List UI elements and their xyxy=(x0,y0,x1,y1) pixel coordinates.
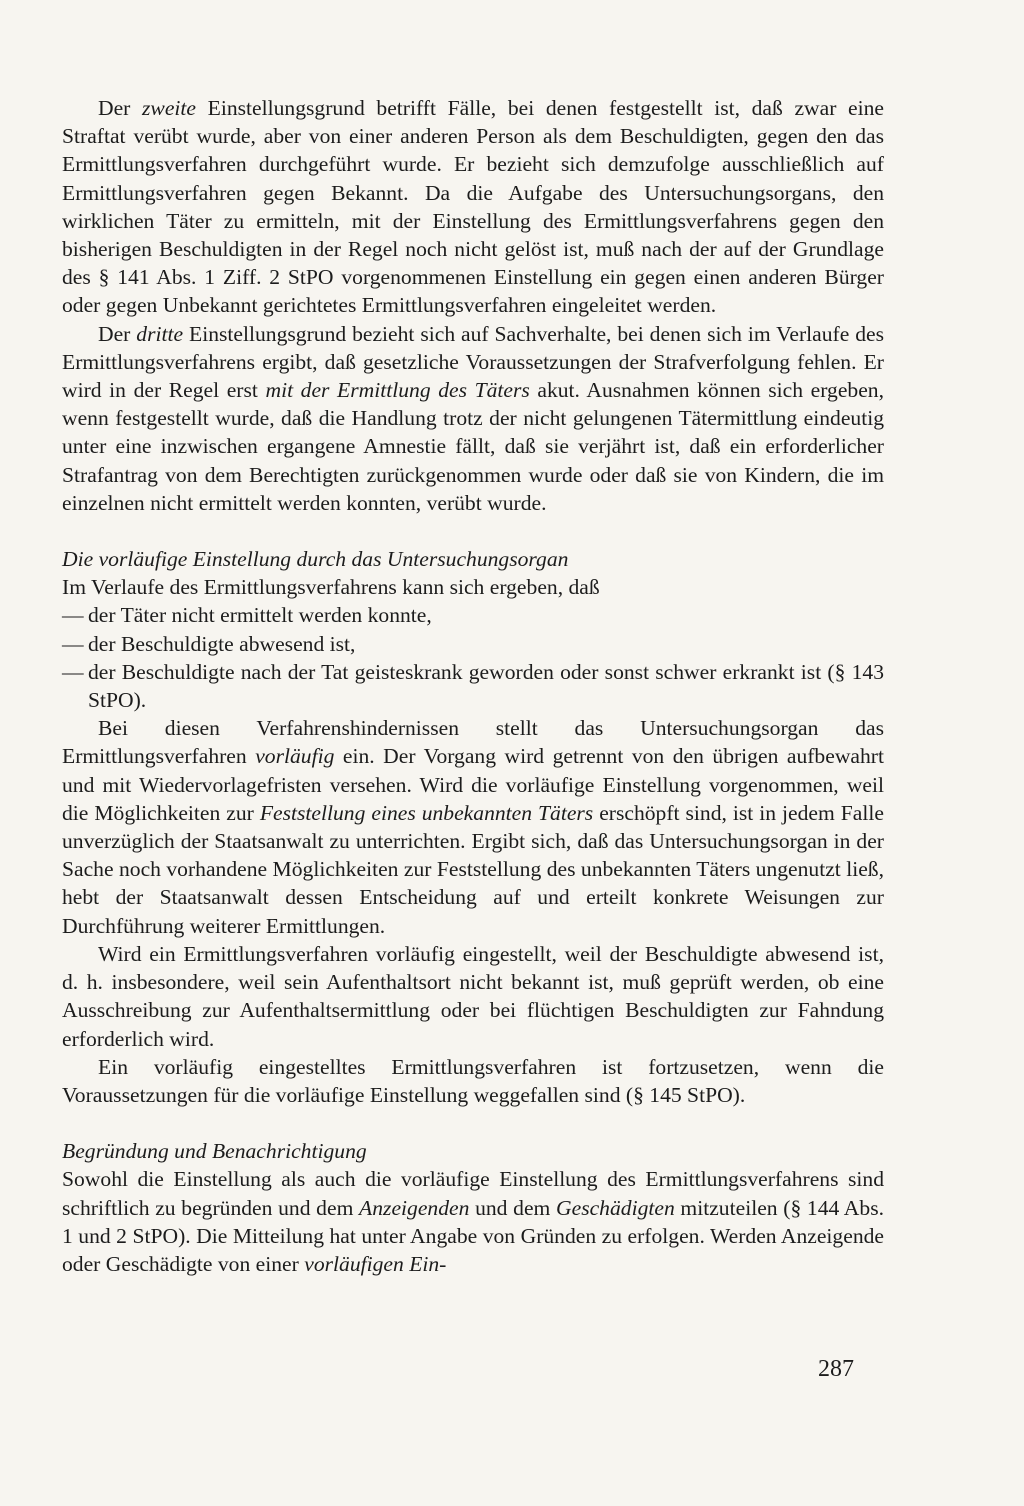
emphasis-vorlaeufigen-ein: vorläufigen Ein- xyxy=(304,1251,447,1276)
section-gap xyxy=(62,1109,884,1137)
dash-list xyxy=(62,601,884,714)
emphasis-anzeigenden: Anzeigenden xyxy=(359,1195,470,1220)
emphasis-vorlaeufig: vorläufig xyxy=(255,744,335,769)
book-page-body xyxy=(62,94,884,1278)
list-item: — der Beschuldigte abwesend ist, xyxy=(62,630,884,658)
emphasis-geschaedigten: Geschädigten xyxy=(556,1195,675,1220)
paragraph-dritter-einstellungsgrund: Der dritte Einstellungsgrund bezieht sich auf Sachverhalte, bei denen sich im Verlaufe des Ermittlungsverfahrens ergibt, daß gesetzliche Voraussetzungen der Strafverfolgung fehlen. Er wird in der Regel erst mit der Ermittlung des Täters akut. Ausnahmen können sich ergeben, wenn festgestellt wurde, daß die Handlung trotz der nicht gelungenen Tätermittlung eindeutig unter eine inzwischen ergangene Amnestie fällt, daß sie verjährt ist, daß ein erforderlicher Strafantrag von dem Berechtigten zurückgenommen wurde oder daß sie von Kindern, die im einzelnen nicht ermittelt werden konnten, verübt wurde. xyxy=(62,321,884,515)
list-item: — der Beschuldigte nach der Tat geisteskrank geworden oder sonst schwer erkrankt ist (§ 143 StPO). xyxy=(62,658,884,714)
paragraph-fortsetzung: Ein vorläufig eingestelltes Ermittlungsverfahren ist fortzusetzen, wenn die Voraussetzungen für die vorläufige Einstellung weggefallen sind (§ 145 StPO). xyxy=(62,1054,884,1107)
section-gap xyxy=(62,517,884,545)
page-number: 287 xyxy=(818,1356,854,1382)
emphasis-feststellung-unbekannter-taeter: Feststellung eines unbekannten Täters xyxy=(259,800,594,825)
section-heading-vorlaeufige-einstellung: Die vorläufige Einstellung durch das Untersuchungsorgan xyxy=(62,547,569,572)
list-intro: Im Verlaufe des Ermittlungsverfahrens kann sich ergeben, daß xyxy=(62,575,600,600)
emphasis-zweite: zweite xyxy=(142,96,196,120)
paragraph-verfahrenshindernisse: Bei diesen Verfahrenshindernissen stellt das Untersuchungsorgan das Ermittlungsverfahren vorläufig ein. Der Vorgang wird getrennt von den übrigen aufbewahrt und mit Wiedervorlagefristen versehen. Wird die vorläufige Einstellung vorgenommen, weil die Möglichkeiten zur Feststellung eines unbekannten Täters erschöpft sind, ist in jedem Falle unverzüglich der Staatsanwalt zu unterrichten. Ergibt sich, daß das Untersuchungsorgan in der Sache noch vorhandene Möglichkeiten zur Feststellung des unbekannten Täters ungenutzt ließ, hebt der Staatsanwalt dessen Entscheidung auf und erteilt konkrete Weisungen zur Durchführung weiterer Ermittlungen. xyxy=(62,716,884,938)
emphasis-dritte: dritte xyxy=(136,321,184,346)
paragraph-beschuldigter-abwesend: Wird ein Ermittlungsverfahren vorläufig eingestellt, weil der Beschuldigte abwesend ist, d. h. insbesondere, weil sein Aufenthaltsort nicht bekannt ist, muß geprüft werden, ob eine Ausschreibung zur Aufenthaltsermittlung oder bei flüchtigen Beschuldigten zur Fahndung erforderlich wird. xyxy=(62,941,884,1051)
paragraph-zweiter-einstellungsgrund: Der zweite Einstellungsgrund betrifft Fälle, bei denen festgestellt ist, daß zwar eine Straftat verübt wurde, aber von einer anderen Person als dem Beschuldigten, gegen den das Ermittlungsverfahren durchgeführt wurde. Er bezieht sich demzufolge ausschließlich auf Ermittlungsverfahren gegen Bekannt. Da die Aufgabe des Untersuchungsorgans, den wirklichen Täter zu ermitteln, mit der Einstellung des Ermittlungsverfahrens gegen den bisherigen Beschuldigten in der Regel noch nicht gelöst ist, muß nach der auf der Grundlage des § 141 Abs. 1 Ziff. 2 StPO vorgenommenen Einstellung ein gegen einen anderen Bürger oder gegen Unbekannt gerichtetes Ermittlungsverfahren eingeleitet werden. xyxy=(62,96,884,318)
paragraph-begruendung: Sowohl die Einstellung als auch die vorläufige Einstellung des Ermittlungsverfahrens sind schriftlich zu begründen und dem Anzeigenden und dem Geschädigten mitzuteilen (§ 144 Abs. 1 und 2 StPO). Die Mitteilung hat unter Angabe von Gründen zu erfolgen. Werden Anzeigende oder Geschädigte von einer vorläufigen Ein- xyxy=(62,1167,884,1276)
list-item: — der Täter nicht ermittelt werden konnte, xyxy=(62,601,884,629)
section-heading-begruendung: Begründung und Benachrichtigung xyxy=(62,1139,367,1164)
emphasis-ermittlung-des-taeters: mit der Ermittlung des Täters xyxy=(265,378,530,403)
